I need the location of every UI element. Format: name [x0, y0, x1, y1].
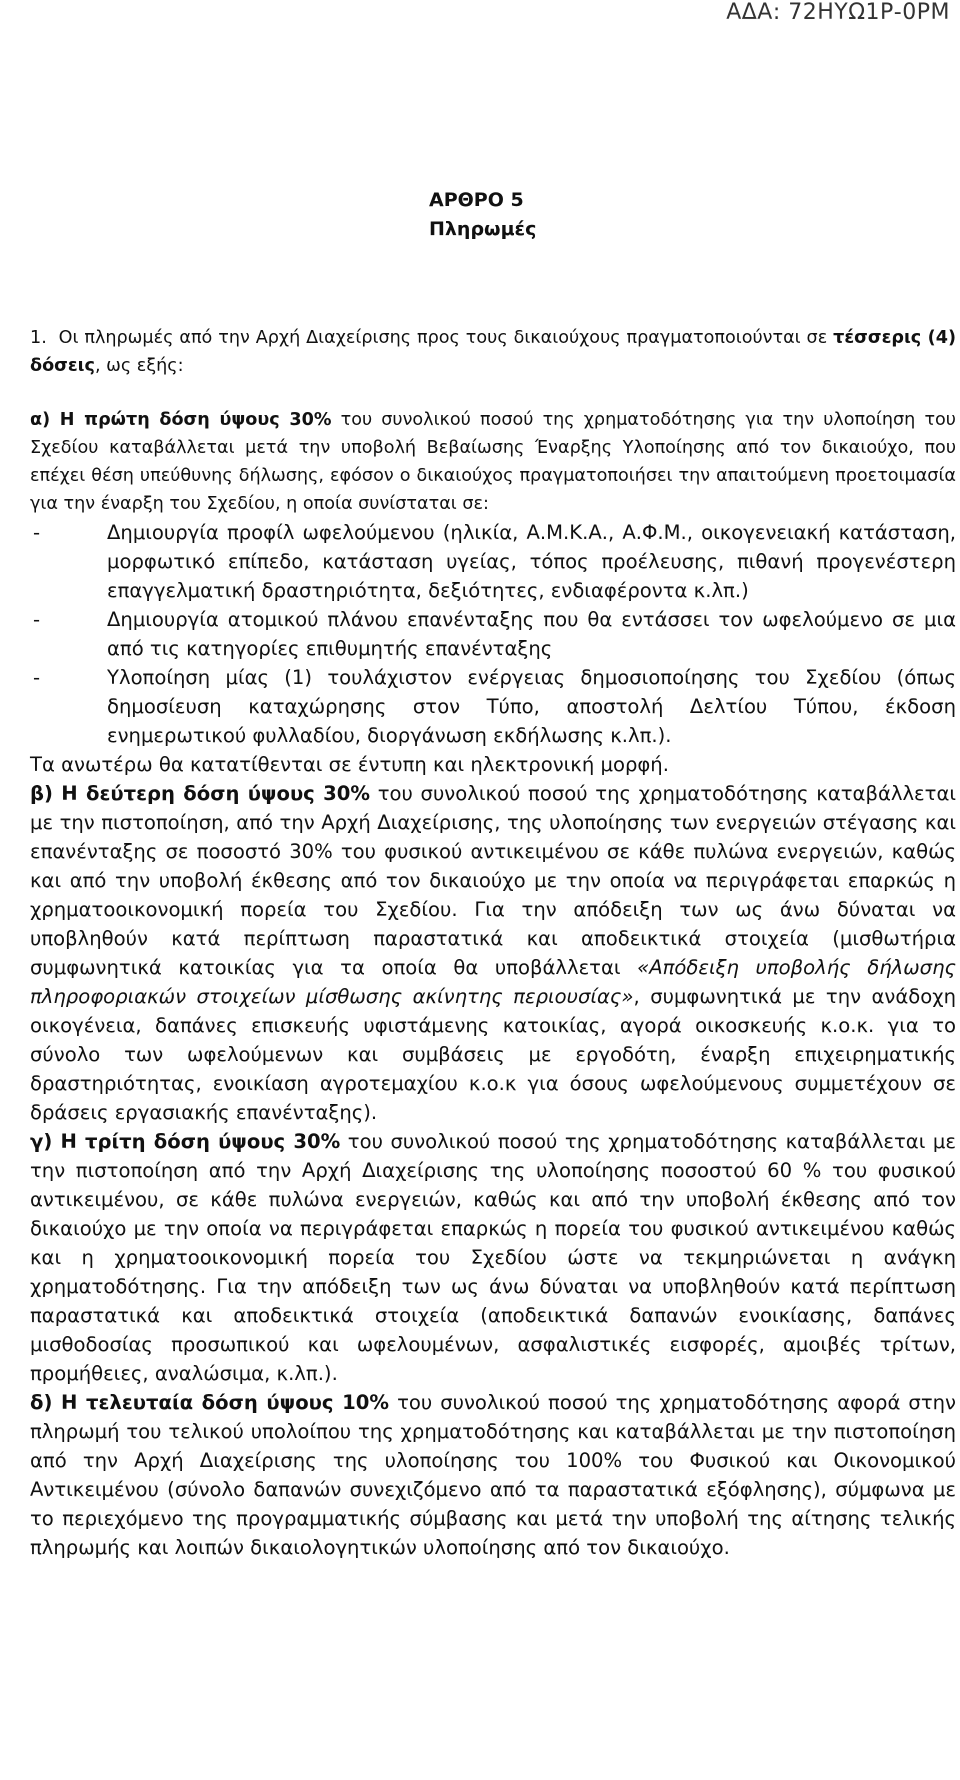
item-a-bullet-1: - Δημιουργία προφίλ ωφελούμενου (ηλικία, Α.Μ.Κ.Α., Α.Φ.Μ., οικογενειακή κατάσταση, μορφωτικό επίπεδο, κατάσταση υγείας, τόπος προέλευσης, πιθανή προγενέστερη επαγγελματική δραστηριότητα, δεξιότητες, ενδιαφέροντα κ.λπ.)	[30, 518, 956, 605]
document-body	[30, 325, 956, 1562]
ada-code: ΑΔΑ: 72ΗΥΩ1Ρ-0ΡΜ	[726, 0, 950, 25]
item-a-closing: Τα ανωτέρω θα κατατίθενται σε έντυπη και ηλεκτρονική μορφή.	[30, 753, 669, 777]
item-a-text: του συνολικού ποσού της χρηματοδότησης για την υλοποίηση του Σχεδίου καταβάλλεται μετά την υποβολή Βεβαίωσης Έναρξης Υλοποίησης από τον δικαιούχο, που επέχει θέση υπεύθυνης δήλωσης, εφόσον ο δικαιούχος πραγματοποιήσει την απαιτούμενη προετοιμασία για την έναρξη του Σχεδίου, η οποία συνίσταται σε:	[30, 410, 956, 514]
item-c-lead: γ) Η τρίτη δόση ύψους 30%	[30, 1130, 341, 1154]
item-a-lead: α) Η πρώτη δόση ύψους 30%	[30, 410, 332, 431]
item-b-text-b: , συμφωνητικά με την ανάδοχη οικογένεια, δαπάνες επισκευής υφιστάμενης κατοικίας, αγορά οικοσκευής κ.ο.κ. για το σύνολο των ωφελούμενων και συμβάσεις με εργοδότη, έναρξη επιχειρηματικής δραστηριότητας, ενοικίαση αγροτεμαχίου κ.ο.κ για όσους ωφελούμενους συμμετέχουν σε δράσεις εργασιακής επανένταξης).	[30, 985, 957, 1125]
item-b-text-a: του συνολικού ποσού της χρηματοδότησης καταβάλλεται με την πιστοποίηση, από την Αρχή Διαχείρισης, της υλοποίησης των ενεργειών στέγασης και επανένταξης σε ποσοστό 30% του φυσικού αντικειμένου σε κάθε πυλώνα ενεργειών, καθώς και από την υποβολή έκθεσης από τον δικαιούχο με την οποία να περιγράφεται επαρκώς η χρηματοοικονομική πορεία του Σχεδίου. Για την απόδειξη των ως άνω δύναται να υποβληθούν κατά περίπτωση παραστατικά και αποδεικτικά στοιχεία (μισθωτήρια συμφωνητικά κατοικίας για τα οποία θα υποβάλλεται	[30, 782, 956, 980]
item-b-italic: «Απόδειξη υποβολής δήλωσης πληροφοριακών στοιχείων μίσθωσης ακίνητης περιουσίας»	[30, 956, 957, 1009]
item-a-bullet-2: - Δημιουργία ατομικού πλάνου επανένταξης που θα εντάσσει τον ωφελούμενο σε μια από τις κατηγορίες επιθυμητής επανένταξης	[30, 605, 956, 663]
paragraph-1-text-a: Οι πληρωμές από την Αρχή Διαχείρισης προς τους δικαιούχους πραγματοποιούνται σε	[58, 328, 834, 348]
item-a-bullet-list	[30, 518, 956, 750]
paragraph-1-text-b: , ως εξής:	[94, 355, 184, 376]
paragraph-number: 1.	[30, 328, 47, 348]
item-c-text: του συνολικού ποσού της χρηματοδότησης καταβάλλεται με την πιστοποίηση από την Αρχή Διαχείρισης της υλοποίησης ποσοστού 60 % του φυσικού αντικειμένου, σε κάθε πυλώνα ενεργειών, καθώς και από την υποβολή έκθεσης από τον δικαιούχο με την οποία να περιγράφεται επαρκώς η πορεία του φυσικού αντικειμένου καθώς και η χρηματοοικονομική πορεία του Σχεδίου ώστε να τεκμηριώνεται η ανάγκη χρηματοδότησης. Για την απόδειξη των ως άνω δύναται να υποβληθούν κατά περίπτωση παραστατικά και αποδεικτικά στοιχεία (αποδεικτικά δαπανών ενοικίασης, δαπάνες μισθοδοσίας προσωπικού και ωφελουμένων, ασφαλιστικές εισφορές, αμοιβές τρίτων, προμήθειες, αναλώσιμα, κ.λπ.).	[30, 1130, 956, 1386]
item-d-text: του συνολικού ποσού της χρηματοδότησης αφορά στην πληρωμή του τελικού υπολοίπου της χρηματοδότησης και καταβάλλεται με την πιστοποίηση από την Αρχή Διαχείρισης της υλοποίησης του 100% του Φυσικού και Οικονομικού Αντικειμένου (σύνολο δαπανών συνεχιζόμενο από τα παραστατικά εξόφλησης), σύμφωνα με το περιεχόμενο της προγραμματικής σύμβασης και μετά την υποβολή της αίτησης τελικής πληρωμής και λοιπών δικαιολογητικών υλοποίησης από τον δικαιούχο.	[30, 1391, 956, 1560]
item-d-lead: δ) Η τελευταία δόση ύψους 10%	[30, 1391, 390, 1415]
item-a	[30, 407, 956, 518]
item-c	[30, 1127, 956, 1388]
item-b	[30, 779, 956, 1127]
item-b-lead: β) Η δεύτερη δόση ύψους 30%	[30, 782, 370, 806]
item-a-bullet-3: - Υλοποίηση μίας (1) τουλάχιστον ενέργειας δημοσιοποίησης του Σχεδίου (όπως δημοσίευση καταχώρησης στον Τύπο, αποστολή Δελτίου Τύπου, έκδοση ενημερωτικού φυλλαδίου, διοργάνωση εκδήλωσης κ.λπ.).	[30, 663, 956, 750]
item-d	[30, 1388, 956, 1562]
paragraph-1-bold: τέσσερις (4) δόσεις	[30, 328, 957, 376]
paragraph-1	[30, 325, 956, 380]
article-title: ΑΡΘΡΟ 5 Πληρωμές	[429, 189, 537, 240]
